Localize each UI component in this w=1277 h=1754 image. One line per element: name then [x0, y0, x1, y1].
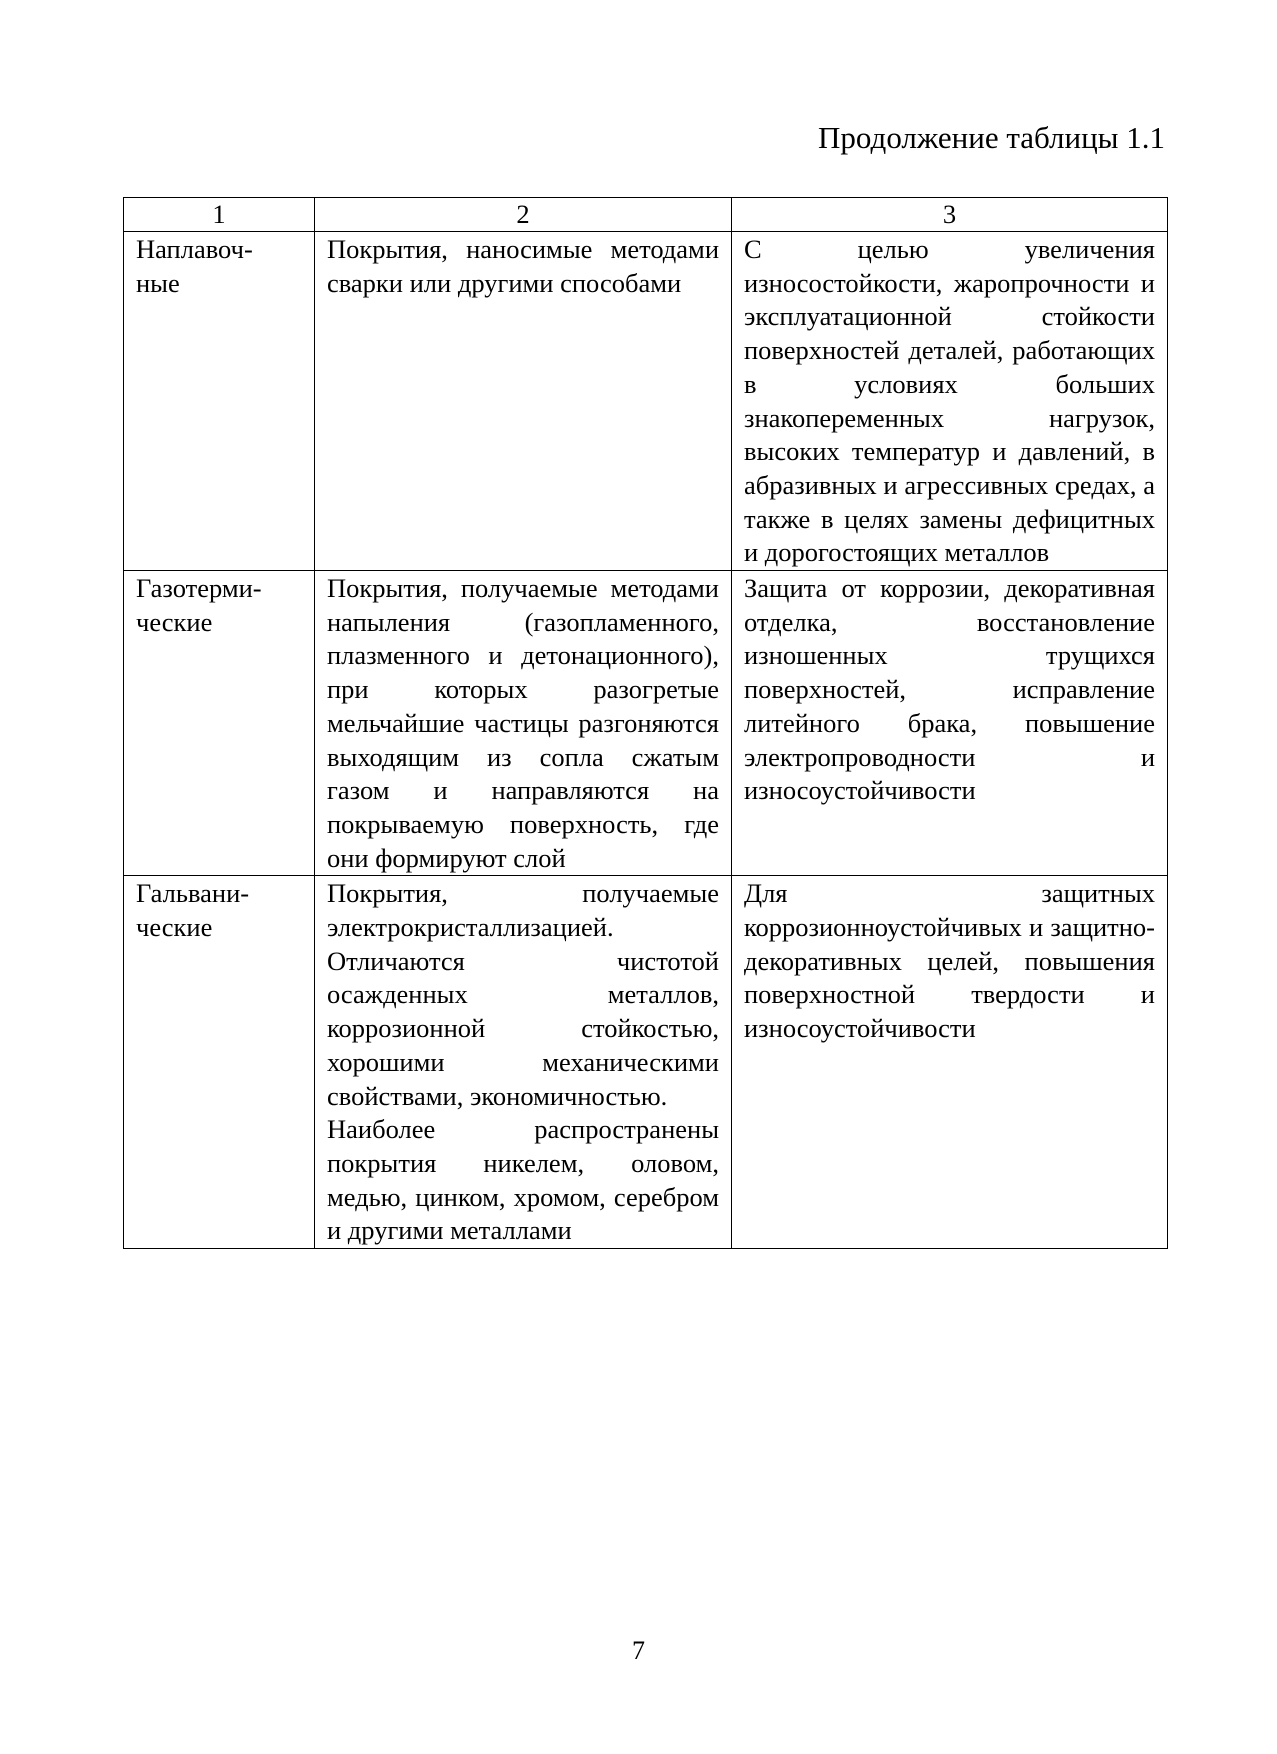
page-number: 7	[632, 1636, 645, 1665]
coating-type-line: ческие	[136, 606, 213, 637]
coating-purpose-text: Для защитных коррозионноустойчивых и защитно-декоративных целей, повышения поверхностной твердости и износоустойчивости	[744, 878, 1155, 1044]
table-row-thermal-spray	[124, 571, 1168, 876]
coating-purpose-text: Защита от коррозии, декоративная отделка, восстановление изношенных трущихся поверхностей, исправление литейного брака, повышение электропроводности и износоустойчивости	[744, 573, 1155, 806]
coating-description-cell	[315, 571, 732, 876]
coating-purpose-text: С целью увеличения износостойкости, жаропрочности и эксплуатационной стойкости поверхностей деталей, работающих в условиях больших знакопеременных нагрузок, высоких температур и давлений, в абразивных и агрессивных средах, а также в целях замены дефицитных и дорогостоящих металлов	[744, 234, 1155, 568]
table-row-surfacing	[124, 232, 1168, 571]
coating-type-line: Газотерми-	[136, 573, 262, 604]
coating-type-cell	[124, 876, 315, 1249]
column-number-row	[124, 198, 1168, 232]
coating-type-line: Наплавоч-	[136, 234, 253, 264]
coating-type-line: ные	[136, 267, 180, 298]
column-number-2: 2	[315, 198, 732, 232]
column-number-1: 1	[124, 198, 315, 232]
coating-description-text: Покрытия, получаемые электрокристаллизацией.	[327, 878, 719, 943]
coating-type-cell	[124, 571, 315, 876]
coating-description-text: Отличаются чистотой осажденных металлов, коррозионной стойкостью, хорошими механическими свойствами, экономичностью.	[327, 945, 719, 1111]
coating-type-line: ческие	[136, 912, 213, 943]
coating-description-text: Покрытия, наносимые методами сварки или другими способами	[327, 234, 719, 298]
coatings-table	[123, 197, 1168, 1249]
coating-description-cell	[315, 232, 732, 571]
coating-type-cell	[124, 232, 315, 571]
coatings-table-container	[123, 197, 1167, 1249]
coating-type-line: Гальвани-	[136, 878, 250, 909]
coating-purpose-cell	[732, 876, 1168, 1249]
coating-description-text: Наиболее распространены покрытия никелем, оловом, медью, цинком, хромом, серебром и другими металлами	[327, 1114, 719, 1246]
column-number-3: 3	[732, 198, 1168, 232]
table-row-galvanic	[124, 876, 1168, 1249]
coating-purpose-cell	[732, 232, 1168, 571]
table-continuation-caption: Продолжение таблицы 1.1	[818, 120, 1165, 155]
coating-description-text: Покрытия, получаемые методами напыления (газопламенного, плазменного и детонационного), при которых разогретые мельчайшие частицы разгоняются выходящим из сопла сжатым газом и направляются на покрываемую поверхность, где они формируют слой	[327, 573, 719, 873]
coating-purpose-cell	[732, 571, 1168, 876]
coating-description-cell	[315, 876, 732, 1249]
